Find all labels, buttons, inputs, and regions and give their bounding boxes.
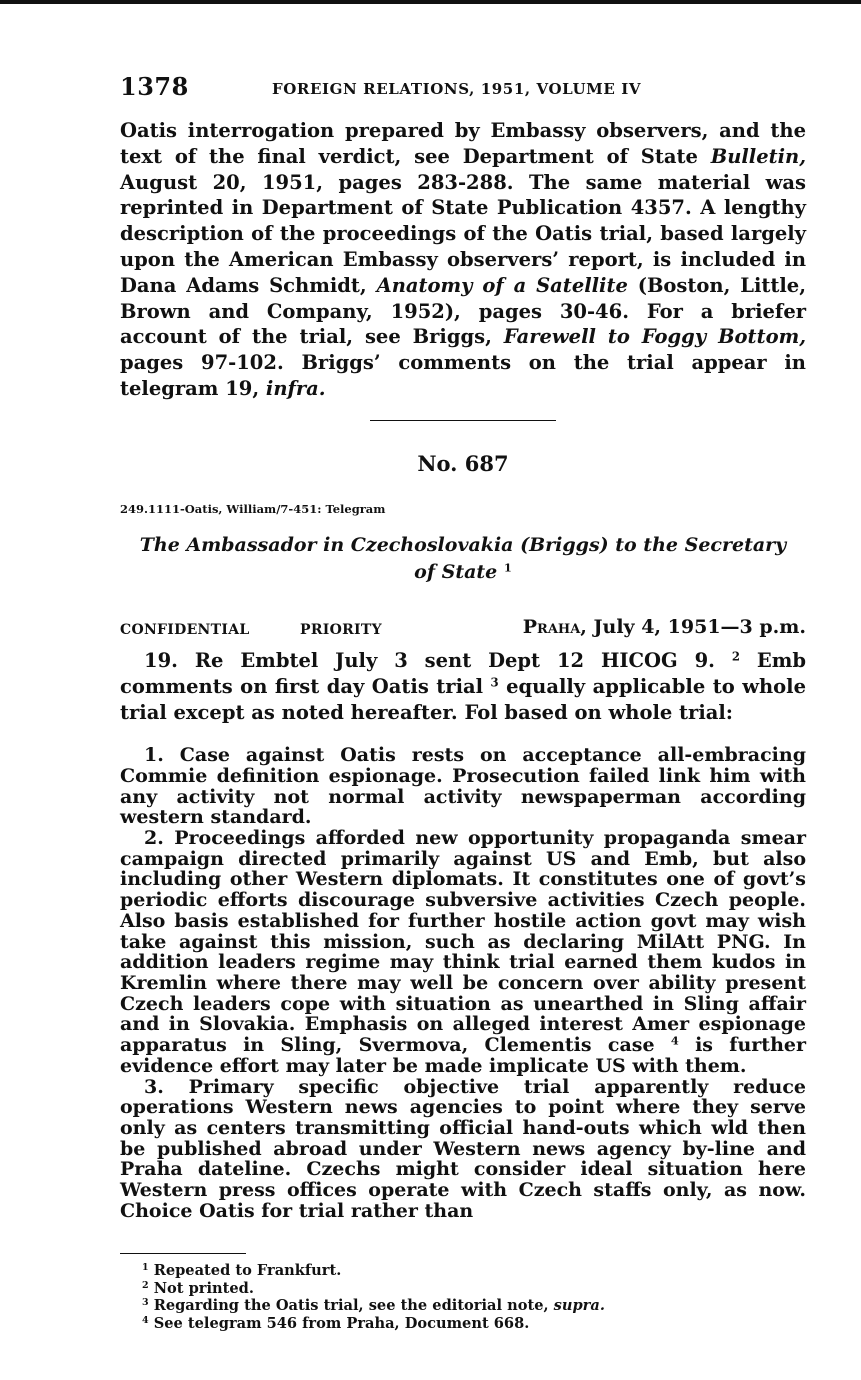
telegram-intro	[120, 648, 806, 726]
footnote-1	[142, 1262, 806, 1280]
document-title-text: The Ambassador in Czechoslovakia (Briggs) to the Secretary of State	[139, 533, 787, 583]
top-border-line	[0, 0, 861, 4]
priority-label: PRIORITY	[300, 621, 382, 638]
footnote-marker: 2	[142, 1279, 149, 1291]
telegram-item-1: 1. Case against Oatis rests on acceptance all-embracing Commie definition espionage. Prosecution failed link him with any activity not normal activity newspaperman according western standard.	[120, 744, 806, 829]
document-title	[120, 532, 806, 586]
footnote-ref[interactable]: 2	[731, 649, 740, 664]
file-reference: 249.1111-Oatis, William/7-451: Telegram	[120, 501, 386, 516]
intro-text: equally applicable to whole trial except as noted hereafter. Fol based on whole trial:	[120, 674, 806, 724]
carryover-italic: infra.	[265, 376, 326, 400]
footnote-3	[142, 1297, 806, 1315]
carryover-text: pages 97-102. Briggs’ comments on the trial appear in telegram 19,	[120, 351, 806, 400]
footnote-4	[142, 1315, 806, 1333]
carryover-text: August 20, 1951, pages 283-288. The same material was reprinted in Department of State Publication 4357. A lengthy description of the proceedings of the Oatis trial, based largely upon the American Embassy observers’ report, is included in Dana Adams Schmidt,	[120, 170, 806, 297]
carryover-paragraph	[120, 118, 806, 402]
footnote-marker: 1	[142, 1262, 149, 1274]
page-header	[120, 72, 806, 112]
carryover-italic: Bulletin,	[710, 144, 806, 168]
intro-text: 19. Re Embtel July 3 sent Dept 12 HICOG 9.	[144, 648, 715, 672]
place-name: Praha,	[522, 615, 587, 638]
footnote-2	[142, 1280, 806, 1298]
section-divider	[370, 420, 556, 421]
footnote-ref[interactable]: 3	[490, 675, 499, 690]
telegram-meta	[120, 616, 806, 642]
document-page	[120, 72, 806, 1332]
footnote-divider	[120, 1253, 246, 1254]
telegram-item-3: 3. Primary specific objective trial apparently reduce operations Western news agencies to point where they serve only as centers transmitting official hand-outs which wld then be published abroad under Western news agency by-line and Praha dateline. Czechs might consider ideal situation here Western press offices operate with Czech staffs only, as now. Choice Oatis for trial rather than	[120, 1075, 806, 1222]
carryover-text: (Boston, Little, Brown and Company, 1952), pages 30-46. For a briefer account of the trial, see Briggs,	[120, 273, 806, 349]
carryover-italic: Anatomy of a Satellite	[376, 273, 628, 297]
page-number: 1378	[120, 72, 189, 101]
running-title: FOREIGN RELATIONS, 1951, VOLUME IV	[272, 80, 642, 98]
footnote-ref[interactable]: 4	[670, 1033, 679, 1048]
footnote-marker: 4	[142, 1314, 149, 1326]
classification-label: CONFIDENTIAL	[120, 621, 250, 638]
date-text: July 4, 1951—3 p.m.	[586, 615, 806, 638]
place-date	[523, 616, 806, 638]
footnotes	[142, 1262, 806, 1332]
footnote-text: See telegram 546 from Praha, Document 668.	[148, 1314, 530, 1332]
carryover-italic: Farewell to Foggy Bottom,	[503, 325, 806, 349]
item-text: 2. Proceedings afforded new opportunity propaganda smear campaign directed primarily against US and Emb, but also including other Western diplomats. It constitutes one of govt’s periodic efforts discourage subversive activities Czech people. Also basis established for further hostile action govt may wish take against this mission, such as declaring MilAtt PNG. In addition leaders regime may think trial earned them kudos in Kremlin where there may well be concern over ability present Czech leaders cope with situation as unearthed in Sling affair and in Slovakia. Emphasis on alleged interest Amer espionage apparatus in Sling, Svermova, Clementis case	[120, 827, 806, 1057]
footnote-marker: 3	[142, 1297, 149, 1309]
telegram-item-2	[120, 828, 806, 1076]
footnote-text: Not printed.	[148, 1279, 254, 1297]
item-text: is further evidence effort may later be made implicate US with them.	[120, 1034, 806, 1077]
footnote-text: Regarding the Oatis trial, see the editorial note,	[148, 1297, 554, 1315]
footnote-text: Repeated to Frankfurt.	[148, 1262, 342, 1280]
intro-text: Emb comments on first day Oatis trial	[120, 648, 806, 698]
footnote-italic: supra.	[553, 1297, 605, 1315]
document-number: No. 687	[417, 450, 509, 476]
carryover-text: Oatis interrogation prepared by Embassy observers, and the text of the final verdict, see Department of State	[120, 119, 806, 168]
footnote-ref[interactable]: 1	[503, 560, 512, 575]
